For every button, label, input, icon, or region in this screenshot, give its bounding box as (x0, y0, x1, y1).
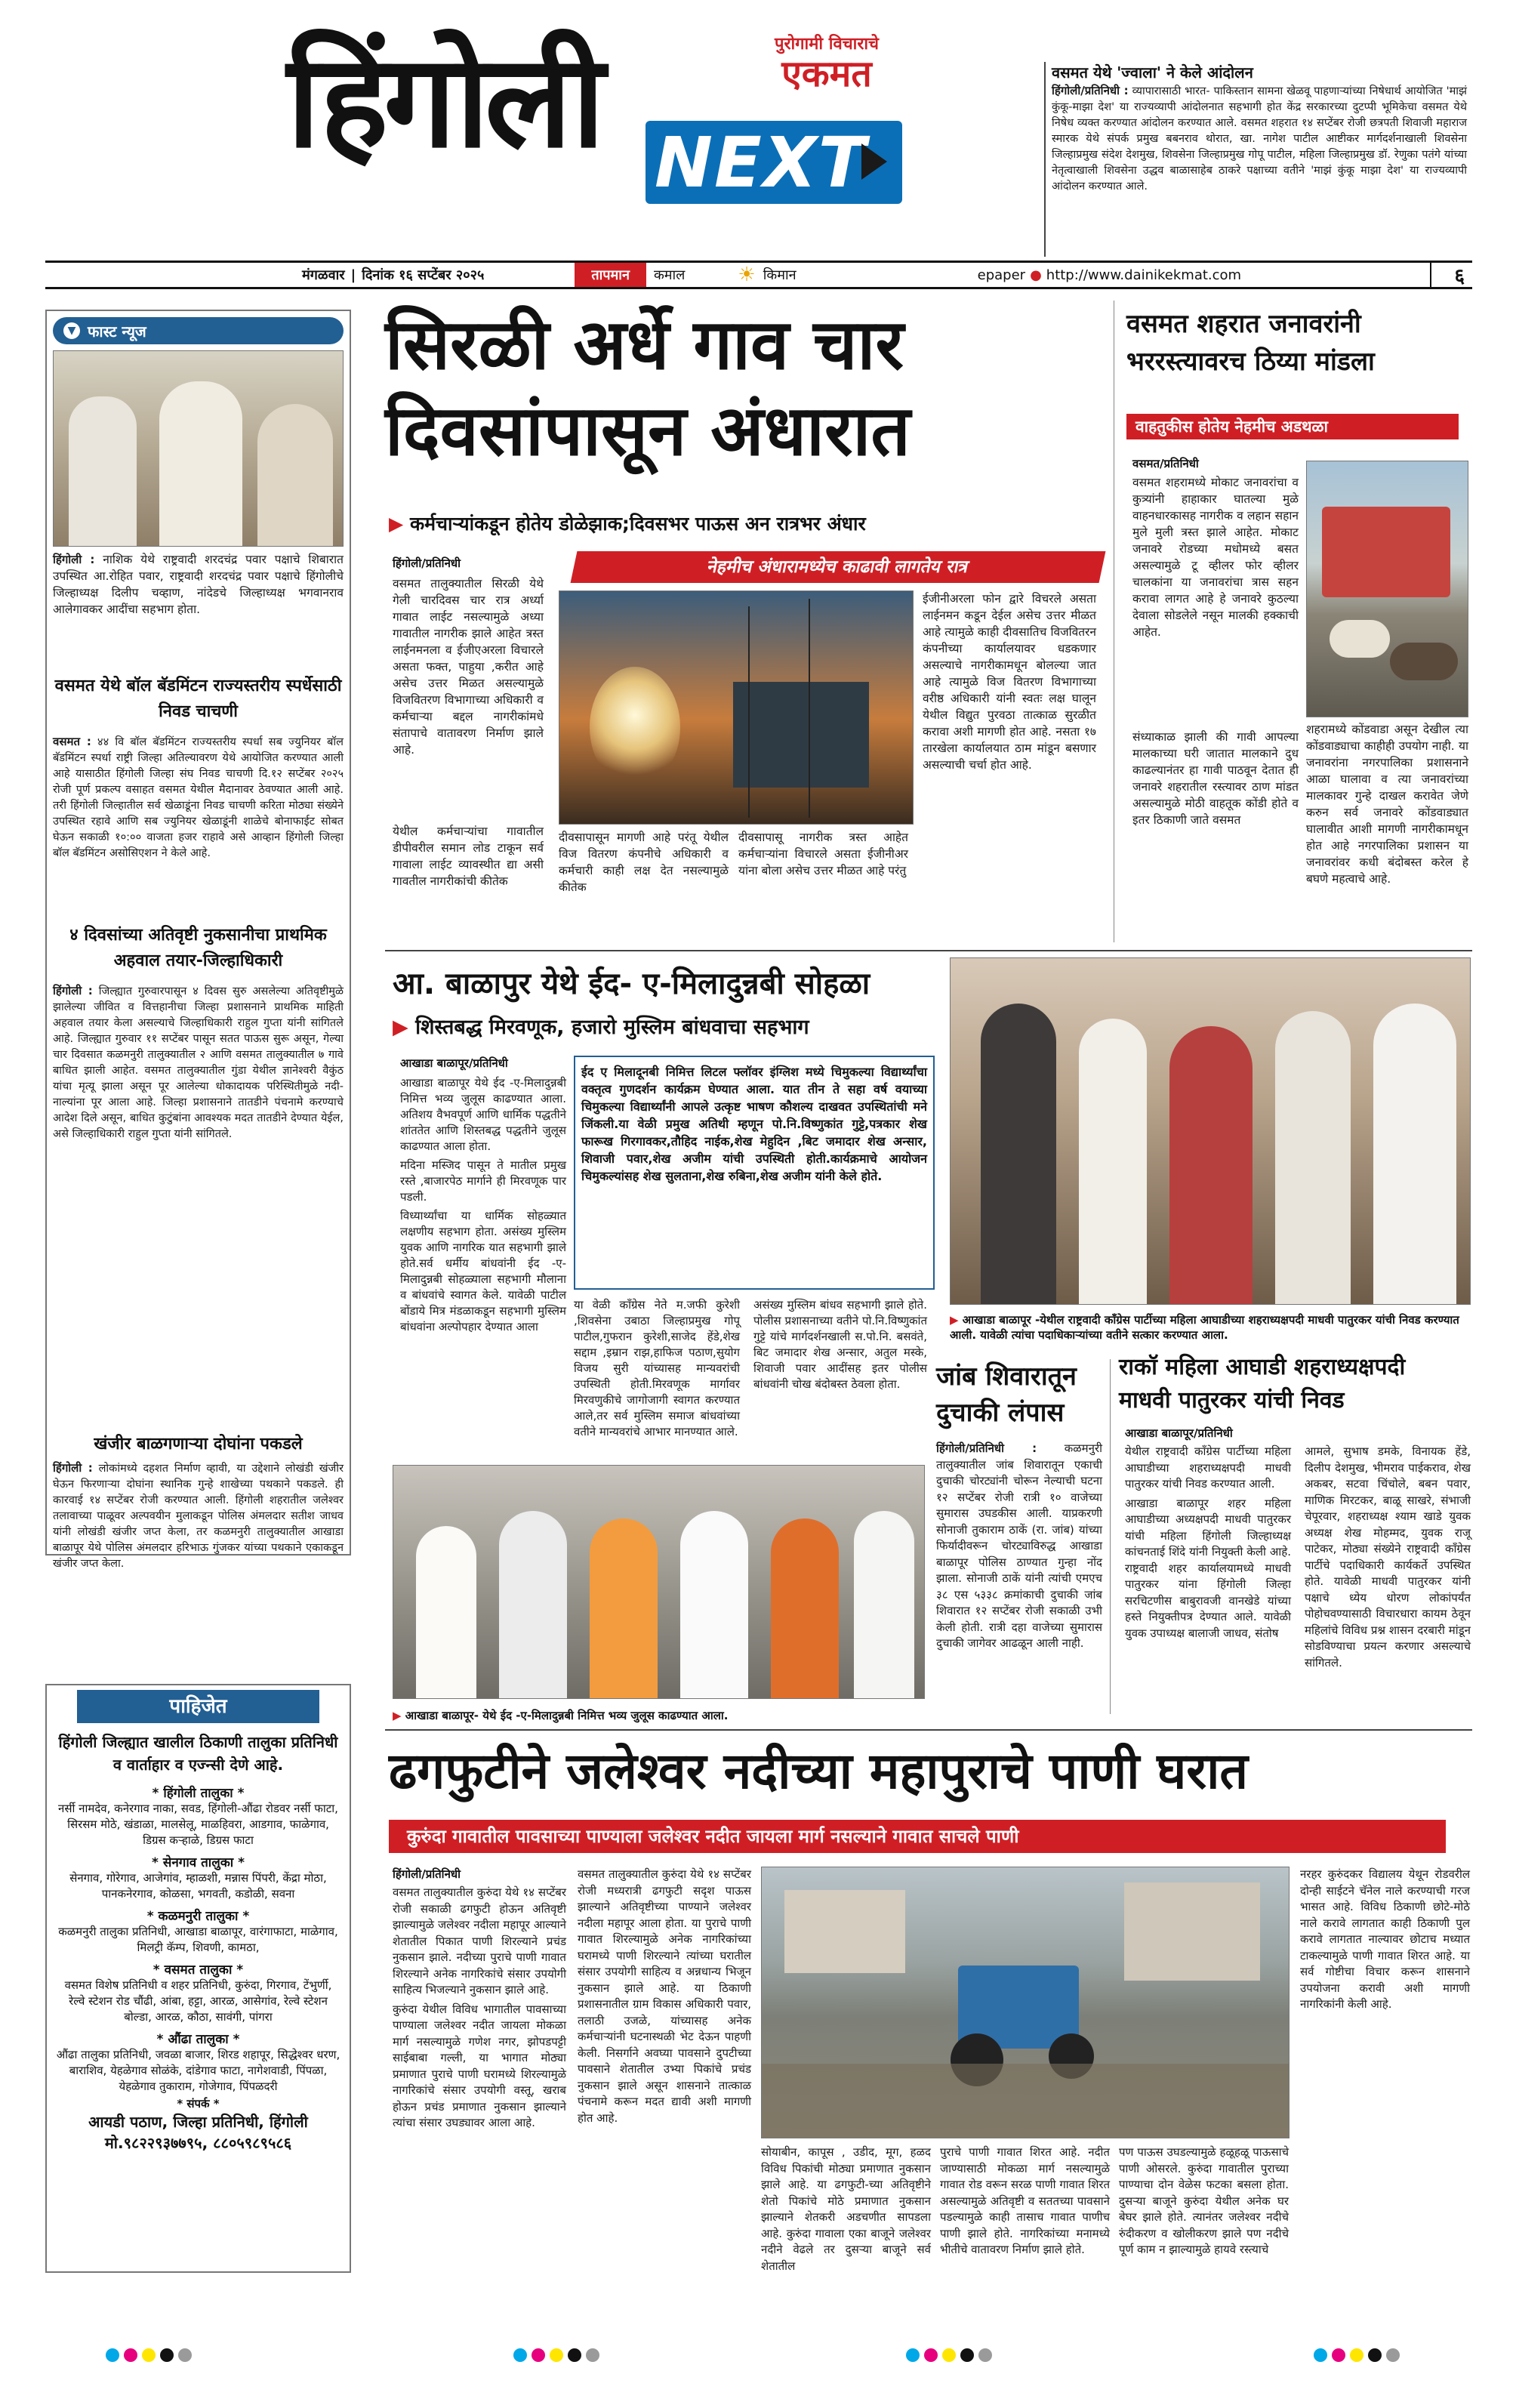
eid-col1b: मदिना मस्जिद पासून ते मातील प्रमुख रस्ते ,बाजारपेठ मार्गाने ही मिरवणूक पार पडली. (400, 1158, 566, 1204)
fast-news-3-text: जिल्ह्यात गुरुवारपासून ४ दिवस सुरु असलेल्या अतिवृष्टीमुळे झालेल्या जीवित व वित्तहानीचा जिल्हा प्रशासनाने प्राथमिक माहिती अहवाल तयार केला असल्याचे जिल्हाधिकारी राहुल गुप्ता यांनी सांगितले आहे. जिल्ह्यात गुरुवार ११ सप्टेंबर पासून सतत पाऊस सुरू असून, गेल्या चार दिवसात कळमनुरी तालुक्यातील २ आणि वसमत तालुक्यातील ७ गावे बाधित झाली आहेत. वसमत तालुक्यातील गुंडा येथील ज्ञानेश्वरी वैकुंठ यांचा मृत्यू झाला असून पूर आलेल्या धोकादायक परिस्थितीमुळे नदी-नाल्यांना पूर आला आहे. जिल्हा प्रशासनाने तातडीने पंचनामे करण्याचे आदेश दिले असून, बाधित कुटुंबांना आवश्यक मदत तातडीने देण्यात येईल, असे जिल्हाधिकारी राहुल गुप्ता यांनी सांगितले. (53, 985, 344, 1140)
wanted-section-text: सेनगाव, गोरेगाव, आजेगांव, म्हाळशी, मन्नास पिंपरी, केंद्रा मोठा, पानकनेरगाव, कोळसा, भगवती, कडोळी, सवना (69, 1871, 327, 1901)
next-logo (646, 121, 902, 204)
lead-col4: ईजीनीअरला फोन द्वारे विचरले असता लाईनमन कडून देईल असेच उत्तर मीळत आहे त्यामुळे काही दीवसातिच विजवितरन कंपनीच्या कार्यालयावर धडकणार असल्याचे नागरीकामधून बोलल्या जात आहे त्यामुळे विज वितरण विभागाच्या वरीष्ठ अधिकारी यांनी स्वतः लक्ष घालून येथील विद्युत पुरवठा तात्काळ सुरळीत करावा अशी मागणी होत आहे. नसता १७ तारखेला कार्यालयात ठाम मांडून बसणार असल्याची चर्चा होत आहे. (923, 592, 1096, 772)
registration-marks-right-1 (906, 2348, 992, 2362)
top-box-title: वसमत येथे 'ज्वाला' ने केले आंदोलन (1052, 63, 1253, 82)
flood-col4: पुराचे पाणी गावात शिरत आहे. नदीत जाण्यासाठी मोकळा मार्ग नसल्यामुळे गावात रोड वरून सरळ पाणी गावात शिरत असल्यामुळे अतिवृष्टी व सततच्या पावसाने पडल्यामुळे काही तासाच गावात पाणीच पाणी झाले होते. नागरिकांच्या मनामध्ये भीतीचे वातावरण निर्माण झाले होते. (940, 2145, 1110, 2256)
weather-max: कमाल (653, 267, 686, 283)
eid-caption (393, 1708, 925, 1723)
eid-box-text: ईद ए मिलादूनबी निमित्त लिटल फ्लॉवर इंग्लिश मध्ये चिमुकल्या विद्यार्थ्यांचा वक्तृत्व गुणदर्शन कार्यक्रम घेण्यात आला. यात तीन ते सहा वर्ष वयाच्या चिमुकल्या विद्यार्थ्यांनी आपले उत्कृष्ट भाषण कौशल्य दाखवत उपस्थितांची मने जिंकली.या वेळी प्रमुख अतिथी म्हणून पो.नि.विष्णुकांत गुट्टे,पत्रकार शेख फारूख गिरगावकर,तौहिद नाईक,शेख मेहुदिन ,बिट जमादार शेख अन्सार, शिवाजी पवार,शेख अजीम यांची उपस्थिती होती.कार्यक्रमाचे आयोजन चिमुकल्यांसह शेख सुलताना,शेख रुबिना,शेख अजीम यांनी केले होते. (581, 1065, 927, 1183)
jamb-byline: हिंगोली/प्रतिनिधी : (936, 1441, 1037, 1455)
jamb-headline-1: जांब शिवारातून (936, 1361, 1077, 1392)
eid-byline: आखाडा बाळापूर/प्रतिनिधी (400, 1056, 508, 1070)
epaper-label: epaper (977, 267, 1026, 283)
fast-news-header (53, 317, 344, 344)
wanted-section-title: * हिंगोली तालुका * (152, 1786, 245, 1801)
brand-tagline: पुरोगामी विचाराचे (774, 35, 880, 54)
animals-col2: शहरामध्ये कोंडवाडा असून देखील त्या कोंडवाड्याचा काहीही उपयोग नाही. या जनावरांना नगरपालिका प्रशासनाने आळा घालावा व त्या जनावरांच्या मालकावर गुन्हे दाखल करावेत जेणे करुन सर्व जनावरे कोंडवाड्यात घालावीत आशी मागणी नागरीकामधून होत आहे नगरपालिका प्रशासन या जनावरांवर कधी बंदोबस्त करेल हे बघणे महत्वाचे आहे. (1306, 723, 1468, 886)
lead-subhead (389, 510, 1114, 536)
fast-news-title: फास्ट न्यूज (88, 322, 146, 341)
animals-col1b: संध्याकाळ झाली की गावी आपल्या मालकाच्या घरी जातात मालकाने दुध काढल्यानंतर हा गावी पाठवून देतात ही जनावरे शहरातील रस्त्यावर ठाण मांडत असल्यामुळे मोठी वाहतूक कोंडी होते व इतर ठिकाणी जाते वसमत (1132, 730, 1299, 827)
wanted-section-title: * वसमत तालुका * (153, 1962, 244, 1978)
masthead-city: हिंगोली (287, 27, 601, 177)
ncp-photo (950, 957, 1471, 1305)
ncp-col2: आमले, सुभाष डमके, विनायक हेंडे, दिलीप देशमुख, भीमराव पाईकराव, शेख अकबर, सटवा चिंचोले, बबन पवार, माणिक मिरटकर, बाळू साखरे, संभाजी चेपूरवार, शहराध्यक्ष श्याम खाडे युवक अध्यक्ष शेख मोहम्मद, युवक राजू पाटेकर, मोठ्या संख्येने राष्ट्रवादी काँग्रेस पार्टीचे पदाधिकारी कार्यकर्ते उपस्थित होते. यावेळी माधवी पातुरकर यांनी पक्षाचे ध्येय धोरण लोकांपर्यंत पोहोचवण्यासाठी विचारधारा कायम ठेवून महिलांचे विविध प्रश्न शासन दरबारी मांडून सोडविण्याचा प्रयत्न करणार असल्याचे सांगितले. (1305, 1444, 1471, 1670)
fast-news-photo (53, 350, 344, 547)
eid-photo (393, 1465, 925, 1699)
fast-news-1-byline: हिंगोली : (53, 553, 95, 566)
wanted-section-title: * औंढा तालुका * (156, 2032, 240, 2047)
wanted-section-text: कळमनुरी तालुका प्रतिनिधी, आखाडा बाळापूर, वारंगाफाटा, माळेगाव, मिलट्री कॅम्प, शिवणी, कामठा, (58, 1925, 338, 1954)
wanted-sections (47, 1784, 350, 2095)
fast-news-4-title: खंजीर बाळगणाऱ्या दोघांना पकडले (94, 1435, 303, 1454)
animals-byline: वसमत/प्रतिनिधी (1132, 457, 1199, 470)
lead-photo (559, 590, 914, 825)
eid-subhead (393, 1012, 936, 1040)
ncp-caption (950, 1312, 1471, 1343)
wanted-section-title: * सेनगाव तालुका * (152, 1855, 245, 1870)
triangle-right-icon: ▶ (393, 1016, 408, 1039)
ncp-col1b: आखाडा बाळापूर शहर महिला आघाडीच्या अध्यक्षपदी माधवी पातुरकर यांची महिला हिंगोली जिल्हाध्यक्ष कांचनताई शिंदे यांनी नियुक्ती केली आहे. राष्ट्रवादी शहर कार्यालयामध्ये माधवी पातुरकर यांना हिंगोली जिल्हा सरचिटणीस बाबुरावजी वानखेडे यांच्या हस्ते नियुक्तीपत्र देण्यात आले. यावेळी युवक उपाध्यक्ष बालाजी जाधव, संतोष (1125, 1496, 1291, 1640)
animals-strap: वाहतुकीस होतेय नेहमीच अडथळा (1126, 414, 1459, 439)
chevron-down-icon: ▼ (63, 322, 80, 339)
globe-icon: ● (1030, 267, 1042, 283)
flood-photo (761, 1867, 1290, 2138)
fast-news-4-byline: हिंगोली : (53, 1461, 93, 1475)
eid-headline: आ. बाळापुर येथे ईद- ए-मिलादुन्नबी सोहळा (393, 967, 870, 1001)
triangle-right-icon: ▶ (389, 513, 404, 535)
brand-name: एकमत (781, 53, 872, 95)
top-box-byline: हिंगोली/प्रतिनिधी : (1052, 84, 1129, 97)
wanted-contact-phone: मो.९८२२९३७७९५, ८८०५९८९५८६ (104, 2134, 292, 2152)
wanted-header: पाहिजेत (77, 1690, 319, 1723)
wanted-section-text: नर्सी नामदेव, कनेरगाव नाका, सवड, हिंगोली-औंढा रोडवर नर्सी फाटा, सिरसम मोठे, खंडाळा, मालसेलू, माळहिवरा, आडगाव, फाळेगाव, डिग्रस कऱ्हाळे, डिग्रस फाटा (58, 1802, 338, 1847)
wanted-intro: हिंगोली जिल्ह्यात खालील ठिकाणी तालुका प्रतिनिधी व वार्ताहार व एज्न्सी देणे आहे. (58, 1733, 338, 1774)
animals-headline-2: भररस्त्यावरच ठिय्या मांडला (1126, 347, 1375, 377)
next-text: NEXT (655, 122, 867, 203)
flood-byline: हिंगोली/प्रतिनिधी (393, 1867, 461, 1881)
wanted-contact-title: * संपर्क * (177, 2097, 220, 2110)
lead-col2: दीवसापासून मागणी आहे परंतू येथील विज वितरण कंपनीचे अधिकारी व कर्मचारी काही लक्ष देत नसल्यामुळे कीतेक (559, 831, 729, 894)
registration-marks-left (106, 2348, 192, 2362)
ncp-headline-1: राकॉ महिला आघाडी शहराध्यक्षपदी (1119, 1354, 1406, 1380)
masthead-logo (287, 27, 642, 211)
wanted-box (45, 1684, 351, 2273)
flood-col2: वसमत तालुक्यातील कुरुंदा येथे १४ सप्टेंबर रोजी मध्यरात्री ढगफुटी सदृश पाऊस झाल्याने अतिवृष्टीच्या पाण्याने जलेश्वर नदीला महापूर आला होता. या पुराचे पाणी गावात शिरल्यामुळे अनेक नागरिकांच्या घरामध्ये पाणी शिरल्याने त्यांच्या घरातील संसार उपयोगी साहित्य व अन्नधान्य भिजून नुकसान झाले आहे. या ठिकाणी प्रशासनातील ग्राम विकास अधिकारी पवार, तलाठी उजळे, यांच्यासह अनेक कर्मचाऱ्यांनी घटनास्थळी भेट देऊन पाहणी केली. निसर्गाने अवघ्या पावसाने दुपटीच्या पावसाने शेतातील उभ्या पिकांचे प्रचंड नुकसान झाले असून शासनाने तात्काळ पंचनामे करून मदत द्यावी अशी मागणी होत आहे. (578, 1867, 751, 2125)
triangle-right-icon: ▶ (393, 1709, 402, 1722)
wanted-section-text: औंढा तालुका प्रतिनिधी, जवळा बाजार, शिरड शहापूर, सिद्धेश्वर धरण, बाराशिव, येहळेगाव सोळंके, दांडेगाव फाटा, नागेशवाडी, पिंपळा, येहळेगाव तुकाराम, गोजेगाव, पिंपळदरी (56, 2048, 340, 2093)
eid-subhead-text: शिस्तबद्ध मिरवणूक, हजारो मुस्लिम बांधवाचा सहभाग (415, 1016, 809, 1039)
eid-col2: या वेळी काँग्रेस नेते म.जफी कुरेशी ,शिवसेना उबाठा जिल्हाप्रमुख गोपू पाटील,गुफरान कुरेशी,साजेद हेंडे,शेख सद्दाम ,इम्रान राझ,हाफिज पठाण,सुयोग विजय सुरी यांच्यासह मान्यवरांची उपस्थिती होती.मिरवणूक मार्गावर मिरवणुकीचे जागोजागी स्वागत करण्यात आले,तर सर्व मुस्लिम समाज बांधवांच्या वतीने मान्यवरांचे आभार मानण्यात आले. (574, 1298, 740, 1438)
flood-headline: ढगफुटीने जलेश्वर नदीच्या महापुराचे पाणी घरात (389, 1742, 1249, 1800)
fast-news-2-text: ४४ वि बॉल बॅडमिंटन राज्यस्तरीय स्पर्धा सब ज्युनियर बॉल बॅडमिंटन स्पर्धा राष्ट्री जिल्हा अतिल्यावरण येथे आयोजित करण्यात आली आहे यासाठीत हिंगोली जिल्हा संघ निवड चाचणी दि.१२ सप्टेंबर २०२५ रोजी पूर्ण प्रकल्प वसाहत वसमत येथील मैदानावर ठेवण्यात आली आहे. तरी हिंगोली जिल्हातील सर्व खेळाडूंना निवड चाचणी करिता मोठ्या संख्येने उपस्थित रहावे आणि सब ज्युनियर खेळाडूंनी शाळेचे बोनाफाईट सोबत घेऊन सकाळी १०:०० वाजता हजर राहावे असे आव्हान हिंगोली जिल्हा बॉल बॅडमिंटन असोसिएशन ने केले आहे. (53, 736, 344, 859)
wanted-contact-name: आयडी पठाण, जिल्हा प्रतिनिधी, हिंगोली (88, 2113, 308, 2131)
ncp-headline-2: माधवी पातुरकर यांची निवड (1119, 1387, 1345, 1414)
fast-news-column (45, 310, 351, 1570)
top-box-text: व्यापारासाठी भारत- पाकिस्तान सामना खेळवू पाहणाऱ्यांच्या निषेधार्थ आयोजित 'माझं कुंकू-माझा देश' या राज्यव्यापी आंदोलनात सहभागी होत केंद्र सरकारच्या दुटप्पी भूमिकेचा वसमत येथे निषेध व्यक्त करण्यात आंदोलन करण्यात आले. वसमत शहरात १४ सप्टेंबर रोजी छत्रपती शिवाजी महाराज स्मारक येथे संपर्क प्रमुख बबनराव थोरात, खा. नागेश पाटील आष्टीकर मार्गदर्शनाखाली शिवसेना जिल्हाप्रमुख संदेश देशमुख, शिवसेना जिल्हाप्रमुख गोपू पाटील, महिला जिल्हाप्रमुख डॉ. रेणुका पतंगे यांच्या नेतृत्वाखाली शिवसेना उद्धव बाळासाहेब ठाकरे पक्षाच्या वतीने 'माझं कुंकू माझा देश' या राज्यव्यापी आंदोलन करण्यात आले. (1052, 85, 1467, 193)
flood-col3: सोयाबीन, कापूस , उडीद, मूग, हळद विविध पिकांची मोठ्या प्रमाणात नुकसान झाले आहे. या ढगफुटी-च्या अतिवृष्टीने शेतो पिकांचे मोठे प्रमाणात नुकसान झाल्याने शेतकरी अडचणीत सापडला आहे. कुरुंदा गावाला एका बाजूने जलेश्वर नदीने वेढले तर दुसऱ्या बाजूने सर्व शेतातील (761, 2145, 931, 2273)
animals-headline-1: वसमत शहरात जनावरांनी (1126, 309, 1361, 339)
lead-col3: दीवसापासू नागरीक त्रस्त आहेत कर्मचाऱ्यांना विचारले असता ईजीनीअर यांना बोला असेच उत्तर मीळत आहे परंतु (738, 831, 908, 877)
lead-headline-2: दिवसांपासून अंधारात (385, 390, 911, 471)
eid-col1: आखाडा बाळापूर येथे ईद -ए-मिलादुन्नबी निमित्त भव्य जुलूस काढण्यात आला. अतिशय वैभवपूर्ण आणि धार्मिक पद्धतीने शांततेत आणि शिस्तबद्ध पद्धतीने जुलूस काढण्यात आला होता. (400, 1076, 566, 1153)
lead-headline-1: सिरळी अर्धे गाव चार (385, 304, 904, 385)
fast-news-4-text: लोकांमध्ये दहशत निर्माण व्हावी, या उद्देशाने लोखंडी खंजीर घेऊन फिरणाऱ्या दोघांना स्थानिक गुन्हे शाखेच्या पथकाने पकडले. ही कारवाई १४ सप्टेंबर रोजी करण्यात आली. हिंगोली शहरातील जलेश्वर तलावाच्या पाळूवर अल्पवयीन मुलाकडून पोलिस अंमलदार सतीश जाधव यांनी लोखंडी खंजीर जप्त केला, तर कळमनुरी तालुक्यातील आखाडा बाळापूर येथे पोलिस अंमलदार हरिभाऊ गुंजकर यांच्या पथकाने एकाकडून खंजीर जप्त केला. (53, 1463, 344, 1570)
brand-block (763, 32, 891, 94)
fast-news-1-text: नाशिक येथे राष्ट्रवादी शरदचंद्र पवार पक्षाचे शिबारात उपस्थित आ.रोहित पवार, राष्ट्रवादी शरदचंद्र पवार पक्षाचे हिंगोलीचे जिल्हाध्यक्ष दिलीप चव्हाण, नांदेडचे जिल्हाध्यक्ष भगवानराव आलेगावकर आदींचा सहभाग होता. (53, 553, 344, 616)
fast-news-2-title: वसमत येथे बॉल बॅडमिंटन राज्यस्तरीय स्पर्धेसाठी निवड चाचणी (54, 677, 342, 721)
jamb-headline-2: दुचाकी लंपास (936, 1398, 1065, 1428)
flood-col1b: कुरुंदा येथील विविध भागातील पावसाच्या पाण्याला जलेश्वर नदीत जायला मोकळा मार्ग नसल्यामुळे गणेश नगर, झोपडपट्टी साईबाबा गल्ली, या भागात मोठ्या प्रमाणात पुराचे पाणी घरामध्ये शिरल्यामुळे नागरिकांचे संसार उपयोगी वस्तू, खराब होऊन प्रचंड प्रमाणात नुकसान झाल्याने त्यांचा संसार उघड्यावर आला आहे. (393, 2002, 566, 2129)
lead-byline: हिंगोली/प्रतिनिधी (393, 557, 461, 570)
lead-col1: वसमत तालुक्यातील सिरळी येथे गेली चारदिवस चार रात्र अर्ध्या गावात लाईट नसल्यामुळे अध्या गावातील नागरीक झाले आहेत त्रस्त लाईनमनला व ईजीएअरला विचारले असता फक्त, पाहुया ,करीत आहे असेच उत्तर मिळत असल्यामुळे विजवितरण विभागाच्या अधिकारी व कर्मचाऱ्या बद्दल नागरीकांमधे संतापाचे वातावरण निर्माण झाले आहे. (393, 577, 544, 757)
wanted-section-text: वसमत विशेष प्रतिनिधी व शहर प्रतिनिधी, कुरुंदा, गिरगाव, टेंभुर्णी, रेल्वे स्टेशन रोड चौंढी, आंबा, हट्टा, आरळ, आसेगांव, रेल्वे स्टेशन बोल्डा, आरळ, कौठा, सावंगी, पांगरा (64, 1978, 332, 2024)
flood-col6: नरहर कुरुंदकर विद्यालय येथून रोडवरील दोन्ही साईटने चॅनेल नाले करण्याची गरज भासत आहे. विविध ठिकाणी छोटे-मोठे नाले करावे लागतात काही ठिकाणी पुल करावे लागतात नाल्यावर छोटाच मध्यात टाकल्यामुळे पाणी गावात शिरत आहे. या सर्व गोष्टीचा विचार करून शासनाने उपयोजना करावी अशी मागणी नागरिकांनी केली आहे. (1300, 1867, 1470, 2011)
ncp-caption-text: आखाडा बाळापूर -येथील राष्ट्रवादी कॉंग्रेस पार्टीच्या महिला आघाडीच्या शहराध्यक्षपदी माधवी पातुरकर यांची निवड करण्यात आली. यावेळी त्यांचा पदाधिकाऱ्यांच्या वतीने सत्कार करण्यात आला. (950, 1313, 1459, 1342)
eid-col1c: विध्यार्थ्यांचा या धार्मिक सोहळ्यात लक्षणीय सहभाग होता. असंख्य मुस्लिम युवक आणि नागरिक यात सहभागी झाले होते.सर्व धर्मीय बांधवांनी ईद -ए-मिलादुन्नबी सोहळ्याला सहभागी मौलाना व बांधवांचे स्वागत केले. यावेळी पाटील बोंडाये मित्र मंडळाकडून सहभागी मुस्लिम बांधवांना अल्पोपहार देण्यात आला (400, 1209, 566, 1333)
sun-icon: ☀ (738, 264, 756, 286)
next-arrow-icon (861, 143, 887, 180)
fast-news-2-byline: वसमत : (53, 735, 91, 748)
lead-col1b: येथील कर्मचाऱ्यांचा गावातील डीपीवरील समान लोड टाकून सर्व गावाला लाईट व्यावस्थीत द्या असी गावतील नागरीकांची कीतेक (393, 825, 544, 888)
animals-photo (1306, 461, 1468, 717)
lead-subhead-text: कर्मचाऱ्यांकडून होतेय डोळेझाक;दिवसभर पाऊस अन रात्रभर अंधार (409, 513, 866, 535)
eid-box (574, 1056, 935, 1290)
site-link[interactable]: http://www.dainikekmat.com (1046, 267, 1242, 283)
fast-news-3-byline: हिंगोली : (53, 984, 93, 997)
flood-strap: कुरुंदा गावातील पावसाच्या पाण्याला जलेश्वर नदीत जायला मार्ग नसल्याने गावात साचले पाणी (389, 1820, 1446, 1853)
animals-col1: वसमत शहरामध्ये मोकाट जनावरांचा व कुत्र्यांनी हाहाकार घातल्या मुळे वाहनधारकासह नागरीक व लहान सहान मुले मुली त्रस्त झाले आहेत. मोकाट जनावरे रोडच्या मधोमध्ये बसत असल्यामुळे टू व्हीलर फोर व्हीलर चालकांना या जनावरांचा त्रास सहन करावा लागत आहे हे जनावरे कुठल्या देवाला सोडलेले नसून मालकी हक्काची आहेत. (1132, 476, 1299, 639)
date-day: मंगळवार (302, 267, 345, 283)
date-text: दिनांक १६ सप्टेंबर २०२५ (362, 267, 485, 283)
lead-strap: नेहमीच अंधारामध्येच काढावी लागतेय रात्र (571, 551, 1106, 583)
fast-news-3-title: ४ दिवसांच्या अतिवृष्टी नुकसानीचा प्राथमिक अहवाल तयार-जिल्हाधिकारी (69, 926, 327, 970)
eid-caption-text: आखाडा बाळापूर- येथे ईद -ए-मिलादुन्नबी निमित्त भव्य जुलूस काढण्यात आला. (405, 1709, 729, 1722)
eid-col3: असंख्य मुस्लिम बांधव सहभागी झाले होते. पोलीस प्रशासनाच्या वतीने पो.नि.विष्णुकांत गुट्टे यांचे मार्गदर्शनखाली स.पो.नि. बसवंते, बिट जमादार शेख अन्सार, अतुल मस्के, शिवाजी पवार आदींसह इतर पोलीस बांधवांनी चोख बंदोबस्त ठेवला होता. (753, 1298, 927, 1391)
date-bar: मंगळवार | दिनांक १६ सप्टेंबर २०२५ तापमान कमाल ☀ किमान epaper ● http://www.dainikekmat.com ६ (45, 261, 1472, 289)
ncp-byline: आखाडा बाळापूर/प्रतिनिधी (1125, 1426, 1233, 1440)
ncp-col1: येथील राष्ट्रवादी काँग्रेस पार्टीच्या महिला आघाडीच्या शहराध्यक्षपदी माधवी पातुरकर यांची निवड करण्यात आली. (1125, 1444, 1291, 1491)
triangle-right-icon: ▶ (950, 1313, 959, 1327)
wanted-section-title: * कळमनुरी तालुका * (146, 1909, 250, 1924)
weather-min: किमान (763, 267, 797, 283)
registration-marks-center (513, 2348, 599, 2362)
flood-col5: पण पाऊस उघडल्यामुळे हळूहळू पाऊसाचे पाणी ओसरले. कुरुंदा गावातील पुराच्या पाण्याचा दोन वेळेस फटका बसला होता. दुसऱ्या बाजूने कुरुंदा येथील अनेक घर बेघर झाले होते. त्यानंतर जलेश्वर नदीचे रुंदीकरण व खोलीकरण झाले पण नदीचे पूर्ण काम न झाल्यामुळे हायवे रस्त्याचे (1119, 2145, 1289, 2256)
page-number: ६ (1430, 261, 1465, 288)
registration-marks-right-2 (1314, 2348, 1400, 2362)
flood-col1: वसमत तालुक्यातील कुरुंदा येथे १४ सप्टेंबर रोजी सकाळी ढगफुटी होऊन अतिवृष्टी झाल्यामुळे जलेश्वर नदीला महापूर आल्याने शेतातील पिकात पाणी शिरल्याने प्रचंड नुकसान झाले. नदीच्या पुराचे पाणी गावात शिरल्याने अनेक नागरिकांचे संसार उपयोगी साहित्य भिजल्याने नुकसान झाले आहे. (393, 1885, 566, 1996)
weather-label: तापमान (575, 263, 646, 287)
jamb-text: कळमनुरी तालुक्यातील जांब शिवारातून एकाची दुचाकी चोरट्यांनी चोरून नेल्याची घटना १२ सप्टेंबर रोजी रात्री १० वाजेच्या सुमारास उघडकीस आली. याप्रकरणी सोनाजी तुकाराम ठाकें (रा. जांब) यांच्या फिर्यादीवरून चोरट्याविरुद्ध आखाडा बाळापूर पोलिस ठाण्यात गुन्हा नोंद झाला. सोनाजी ठाकें यांनी त्यांची एमएच ३८ एस ५३३८ क्रमांकाची दुचाकी जांब शिवारात १२ सप्टेंबर रोजी सकाळी उभी केली होती. रात्री दहा वाजेच्या सुमारास दुचाकी जागेवर आढळून आली नाही. (936, 1441, 1102, 1650)
top-box (1044, 62, 1467, 257)
